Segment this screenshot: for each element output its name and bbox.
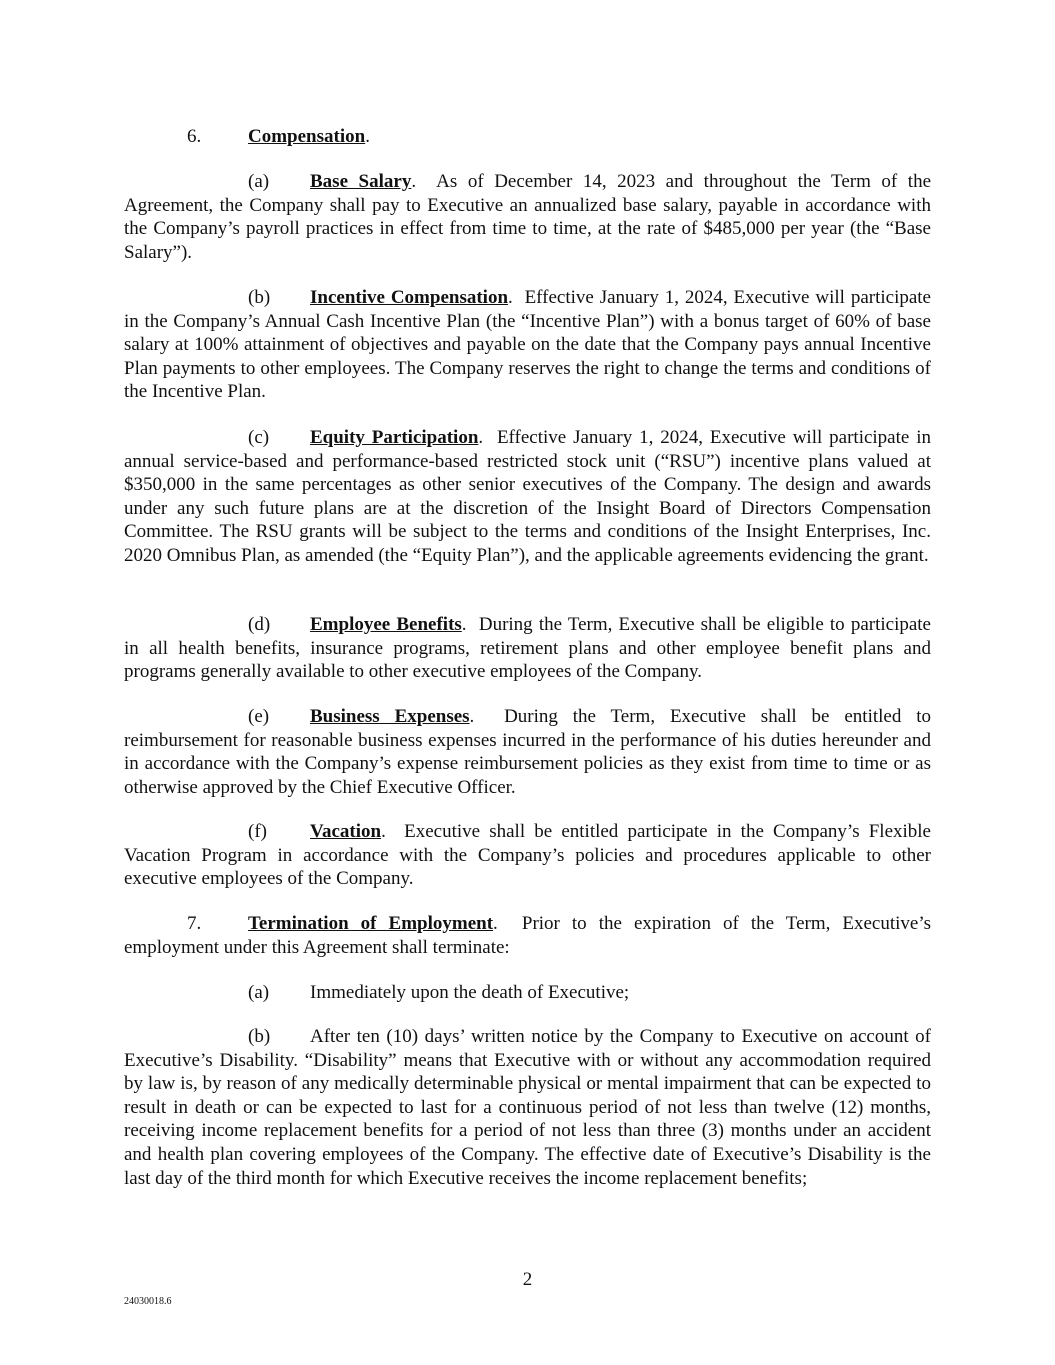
item-title: Base Salary bbox=[310, 171, 412, 192]
item-body: During the Term, Executive shall be eligible to participate in all health benefits, insurance programs, retirement plans and other employee benefit plans and programs generally available to other executive employees of the Company. bbox=[124, 614, 931, 683]
item-title: Equity Participation bbox=[310, 427, 479, 448]
section-body: Prior to the expiration of the Term, Executive’s employment under this Agreement shall terminate: bbox=[124, 913, 932, 958]
paragraph-6d: (d) Employee Benefits. During the Term, Executive shall be eligible to participate in all health benefits, insurance programs, retirement plans and other employee benefit plans and programs generally available to other executive employees of the Company. bbox=[124, 614, 931, 683]
item-body: Effective January 1, 2024, Executive will participate in the Company’s Annual Cash Incentive Plan (the “Incentive Plan”) with a bonus target of 60% of base salary at 100% attainment of objectives and payable on the date that the Company pays annual Incentive Plan payments to other employees. The Company reserves the right to change the terms and conditions of the Incentive Plan. bbox=[124, 287, 931, 403]
paragraph-7b bbox=[124, 1025, 931, 1190]
section-number: 6. bbox=[187, 126, 202, 147]
section-title: Compensation bbox=[248, 126, 366, 147]
item-title: Incentive Compensation bbox=[310, 287, 509, 308]
item-label: (a) bbox=[248, 982, 270, 1003]
page-number: 2 bbox=[522, 1269, 533, 1290]
paragraph-6f: (f) Vacation. Executive shall be entitled participate in the Company’s Flexible Vacation Program in accordance with the Company’s policies and procedures applicable to other executive employees of the Company. bbox=[124, 821, 931, 890]
item-body: Executive shall be entitled participate in the Company’s Flexible Vacation Program in accordance with the Company’s policies and procedures applicable to other executive employees of the Company. bbox=[124, 821, 931, 890]
item-body: Effective January 1, 2024, Executive will participate in annual service-based and performance-based restricted stock unit (“RSU”) incentive plans valued at $350,000 in the same percentages as other senior executives of the Company. The design and awards under any such future plans are at the discretion of the Insight Board of Directors Compensation Committee. The RSU grants will be subject to the terms and conditions of the Insight Enterprises, Inc. 2020 Omnibus Plan, as amended (the “Equity Plan”), and the applicable agreements evidencing the grant. bbox=[124, 427, 931, 566]
item-label: (a) bbox=[248, 171, 270, 192]
item-body: After ten (10) days’ written notice by the Company to Executive on account of Executive’s Disability. “Disability” means that Executive with or without any accommodation required by law is, by reason of any medically determinable physical or mental impairment that can be expected to result in death or can be expected to last for a continuous period of not less than twelve (12) months, receiving income replacement benefits for a period of not less than three (3) months under an accident and health plan covering employees of the Company. The effective date of Executive’s Disability is the last day of the third month for which Executive receives the income replacement benefits; bbox=[124, 1026, 931, 1189]
item-body: Immediately upon the death of Executive; bbox=[310, 982, 630, 1003]
paragraph-6e: (e) Business Expenses. During the Term, Executive shall be entitled to reimbursement for reasonable business expenses incurred in the performance of his duties hereunder and in accordance with the Company’s expense reimbursement policies as they exist from time to time or as otherwise approved by the Chief Executive Officer. bbox=[124, 706, 932, 798]
item-label: (c) bbox=[248, 427, 270, 448]
item-title: Employee Benefits bbox=[310, 614, 462, 635]
item-label: (f) bbox=[248, 821, 267, 842]
item-title: Vacation bbox=[310, 821, 382, 842]
paragraph-6b: (b) Incentive Compensation. Effective January 1, 2024, Executive will participate in the Company’s Annual Cash Incentive Plan (the “Incentive Plan”) with a bonus target of 60% of base salary at 100% attainment of objectives and payable on the date that the Company pays annual Incentive Plan payments to other employees. The Company reserves the right to change the terms and conditions of the Incentive Plan. bbox=[124, 287, 931, 403]
item-body: During the Term, Executive shall be entitled to reimbursement for reasonable business expenses incurred in the performance of his duties hereunder and in accordance with the Company’s expense reimbursement policies as they exist from time to time or as otherwise approved by the Chief Executive Officer. bbox=[124, 706, 932, 798]
item-label: (b) bbox=[248, 1026, 271, 1047]
paragraph-7a bbox=[124, 981, 931, 1005]
item-label: (b) bbox=[248, 287, 271, 308]
document-id: 24030018.6 bbox=[124, 1296, 172, 1307]
paragraph-6c: (c) Equity Participation. Effective January 1, 2024, Executive will participate in annual service-based and performance-based restricted stock unit (“RSU”) incentive plans valued at $350,000 in the same percentages as other senior executives of the Company. The design and awards under any such future plans are at the discretion of the Insight Board of Directors Compensation Committee. The RSU grants will be subject to the terms and conditions of the Insight Enterprises, Inc. 2020 Omnibus Plan, as amended (the “Equity Plan”), and the applicable agreements evidencing the grant. bbox=[124, 427, 931, 566]
section-7-paragraph: 7. Termination of Employment. Prior to the expiration of the Term, Executive’s employment under this Agreement shall terminate: bbox=[124, 913, 932, 958]
paragraph-6a: (a) Base Salary. As of December 14, 2023 and throughout the Term of the Agreement, the Company shall pay to Executive an annualized base salary, payable in accordance with the Company’s payroll practices in effect from time to time, at the rate of $485,000 per year (the “Base Salary”). bbox=[124, 171, 932, 263]
item-label: (e) bbox=[248, 706, 270, 727]
section-title: Termination of Employment bbox=[248, 913, 494, 934]
section-6-heading: 6. Compensation. bbox=[187, 126, 370, 147]
item-label: (d) bbox=[248, 614, 271, 635]
section-number: 7. bbox=[187, 913, 202, 934]
item-body: As of December 14, 2023 and throughout the Term of the Agreement, the Company shall pay to Executive an annualized base salary, payable in accordance with the Company’s payroll practices in effect from time to time, at the rate of $485,000 per year (the “Base Salary”). bbox=[124, 171, 932, 263]
item-title: Business Expenses bbox=[310, 706, 470, 727]
